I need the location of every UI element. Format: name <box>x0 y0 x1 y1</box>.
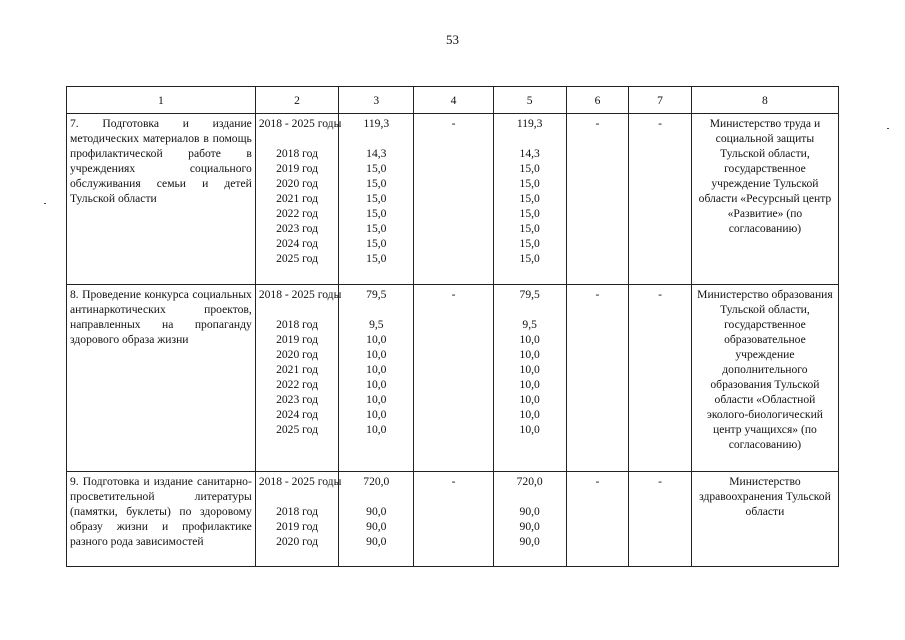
scan-mark <box>44 203 46 204</box>
column-header-6: 6 <box>566 87 629 114</box>
column-5-values <box>497 146 563 266</box>
yearly-value: 15,0 <box>519 162 540 175</box>
column-3-cell <box>339 285 414 472</box>
column-7-cell: - <box>629 114 692 285</box>
column-3-total: 119,3 <box>363 117 390 130</box>
yearly-value: 15,0 <box>519 207 540 220</box>
column-header-5: 5 <box>493 87 566 114</box>
page-number: 53 <box>446 32 459 47</box>
year-entry: 2024 год <box>276 237 318 250</box>
yearly-value: 14,3 <box>366 147 387 160</box>
yearly-value: 15,0 <box>519 192 540 205</box>
year-list <box>259 489 335 549</box>
yearly-value: 14,3 <box>519 147 540 160</box>
column-3-total: 720,0 <box>363 475 390 488</box>
yearly-value: 10,0 <box>519 333 540 346</box>
yearly-value: 10,0 <box>519 348 540 361</box>
year-entry: 2020 год <box>276 535 318 548</box>
column-6-cell: - <box>566 285 629 472</box>
year-entry: 2023 год <box>276 393 318 406</box>
year-entry: 2021 год <box>276 363 318 376</box>
program-activities-table <box>66 86 839 567</box>
column-5-total: 79,5 <box>519 288 540 301</box>
yearly-value: 9,5 <box>369 318 384 331</box>
column-4-cell: - <box>414 285 493 472</box>
year-entry: 2020 год <box>276 177 318 190</box>
yearly-value: 15,0 <box>366 177 387 190</box>
yearly-value: 15,0 <box>366 237 387 250</box>
column-7-cell: - <box>629 285 692 472</box>
executor-cell: Министерство образования Тульской области, государственное образовательное учреждение дополнительного образования Тульской области «Областной эколого-биологический центр учащихся» (по согласованию) <box>691 285 838 472</box>
year-entry: 2019 год <box>276 162 318 175</box>
yearly-value: 90,0 <box>519 520 540 533</box>
scan-mark <box>887 128 889 129</box>
yearly-value: 10,0 <box>519 363 540 376</box>
column-7-cell: - <box>629 472 692 567</box>
yearly-value: 15,0 <box>519 237 540 250</box>
period-total: 2018 - 2025 годы <box>258 288 342 301</box>
column-header-8: 8 <box>691 87 838 114</box>
column-header-2: 2 <box>255 87 338 114</box>
yearly-value: 90,0 <box>366 520 387 533</box>
yearly-value: 15,0 <box>366 162 387 175</box>
table-row <box>67 285 839 472</box>
yearly-value: 15,0 <box>366 252 387 265</box>
year-entry: 2020 год <box>276 348 318 361</box>
yearly-value: 10,0 <box>519 423 540 436</box>
yearly-value: 15,0 <box>519 177 540 190</box>
yearly-value: 90,0 <box>366 535 387 548</box>
column-5-cell <box>493 285 566 472</box>
year-entry: 2018 год <box>276 505 318 518</box>
period-total: 2018 - 2025 годы <box>258 475 342 488</box>
yearly-value: 10,0 <box>519 378 540 391</box>
column-3-cell <box>339 114 414 285</box>
year-entry: 2025 год <box>276 423 318 436</box>
table-body <box>67 114 839 567</box>
yearly-value: 15,0 <box>519 222 540 235</box>
yearly-value: 10,0 <box>519 393 540 406</box>
column-3-values <box>342 504 410 549</box>
year-entry: 2025 год <box>276 252 318 265</box>
yearly-value: 10,0 <box>366 333 387 346</box>
year-entry: 2018 год <box>276 318 318 331</box>
yearly-value: 15,0 <box>519 252 540 265</box>
year-entry: 2018 год <box>276 147 318 160</box>
yearly-value: 15,0 <box>366 222 387 235</box>
yearly-value: 10,0 <box>366 348 387 361</box>
activity-name-cell: 7. Подготовка и издание методических материалов в помощь профилактической работе в учреждениях социального обслуживания семьи и детей Тульской области <box>67 114 256 285</box>
column-header-4: 4 <box>414 87 493 114</box>
table-row <box>67 472 839 567</box>
column-header-3: 3 <box>339 87 414 114</box>
year-entry: 2021 год <box>276 192 318 205</box>
yearly-value: 10,0 <box>366 423 387 436</box>
year-entry: 2023 год <box>276 222 318 235</box>
yearly-value: 9,5 <box>522 318 537 331</box>
yearly-value: 90,0 <box>519 505 540 518</box>
column-6-cell: - <box>566 472 629 567</box>
year-list <box>259 131 335 266</box>
year-entry: 2022 год <box>276 207 318 220</box>
yearly-value: 10,0 <box>366 363 387 376</box>
yearly-value: 15,0 <box>366 207 387 220</box>
column-5-cell <box>493 472 566 567</box>
yearly-value: 90,0 <box>519 535 540 548</box>
yearly-value: 10,0 <box>366 378 387 391</box>
column-4-cell: - <box>414 472 493 567</box>
column-header-1: 1 <box>67 87 256 114</box>
executor-cell: Министерство здравоохранения Тульской области <box>691 472 838 567</box>
column-5-total: 119,3 <box>516 117 543 130</box>
column-4-cell: - <box>414 114 493 285</box>
year-entry: 2019 год <box>276 520 318 533</box>
period-cell <box>255 285 342 472</box>
period-cell <box>255 114 342 285</box>
activity-name-cell: 9. Подготовка и издание санитарно-просветительной литературы (памятки, буклеты) по здоровому образу жизни и профилактике разного рода зависимостей <box>67 472 256 567</box>
column-6-cell: - <box>566 114 629 285</box>
column-3-total: 79,5 <box>366 288 387 301</box>
year-entry: 2019 год <box>276 333 318 346</box>
yearly-value: 10,0 <box>366 393 387 406</box>
yearly-value: 90,0 <box>366 505 387 518</box>
column-3-cell <box>339 472 414 567</box>
column-5-total: 720,0 <box>516 475 543 488</box>
yearly-value: 15,0 <box>366 192 387 205</box>
activity-name-cell: 8. Проведение конкурса социальных антинаркотических проектов, направленных на пропаганду здорового образа жизни <box>67 285 256 472</box>
yearly-value: 10,0 <box>519 408 540 421</box>
column-5-cell <box>493 114 566 285</box>
column-header-7: 7 <box>629 87 692 114</box>
period-cell <box>255 472 342 567</box>
column-3-values <box>342 317 410 437</box>
table-row <box>67 114 839 285</box>
column-5-values <box>497 504 563 549</box>
executor-cell: Министерство труда и социальной защиты Тульской области, государственное учреждение Тульской области «Ресурсный центр «Развитие» (по согласованию) <box>691 114 838 285</box>
table-header-row <box>67 87 839 114</box>
year-entry: 2022 год <box>276 378 318 391</box>
year-list <box>259 302 335 437</box>
year-entry: 2024 год <box>276 408 318 421</box>
period-total: 2018 - 2025 годы <box>258 117 342 130</box>
column-3-values <box>342 146 410 266</box>
yearly-value: 10,0 <box>366 408 387 421</box>
column-5-values <box>497 317 563 437</box>
